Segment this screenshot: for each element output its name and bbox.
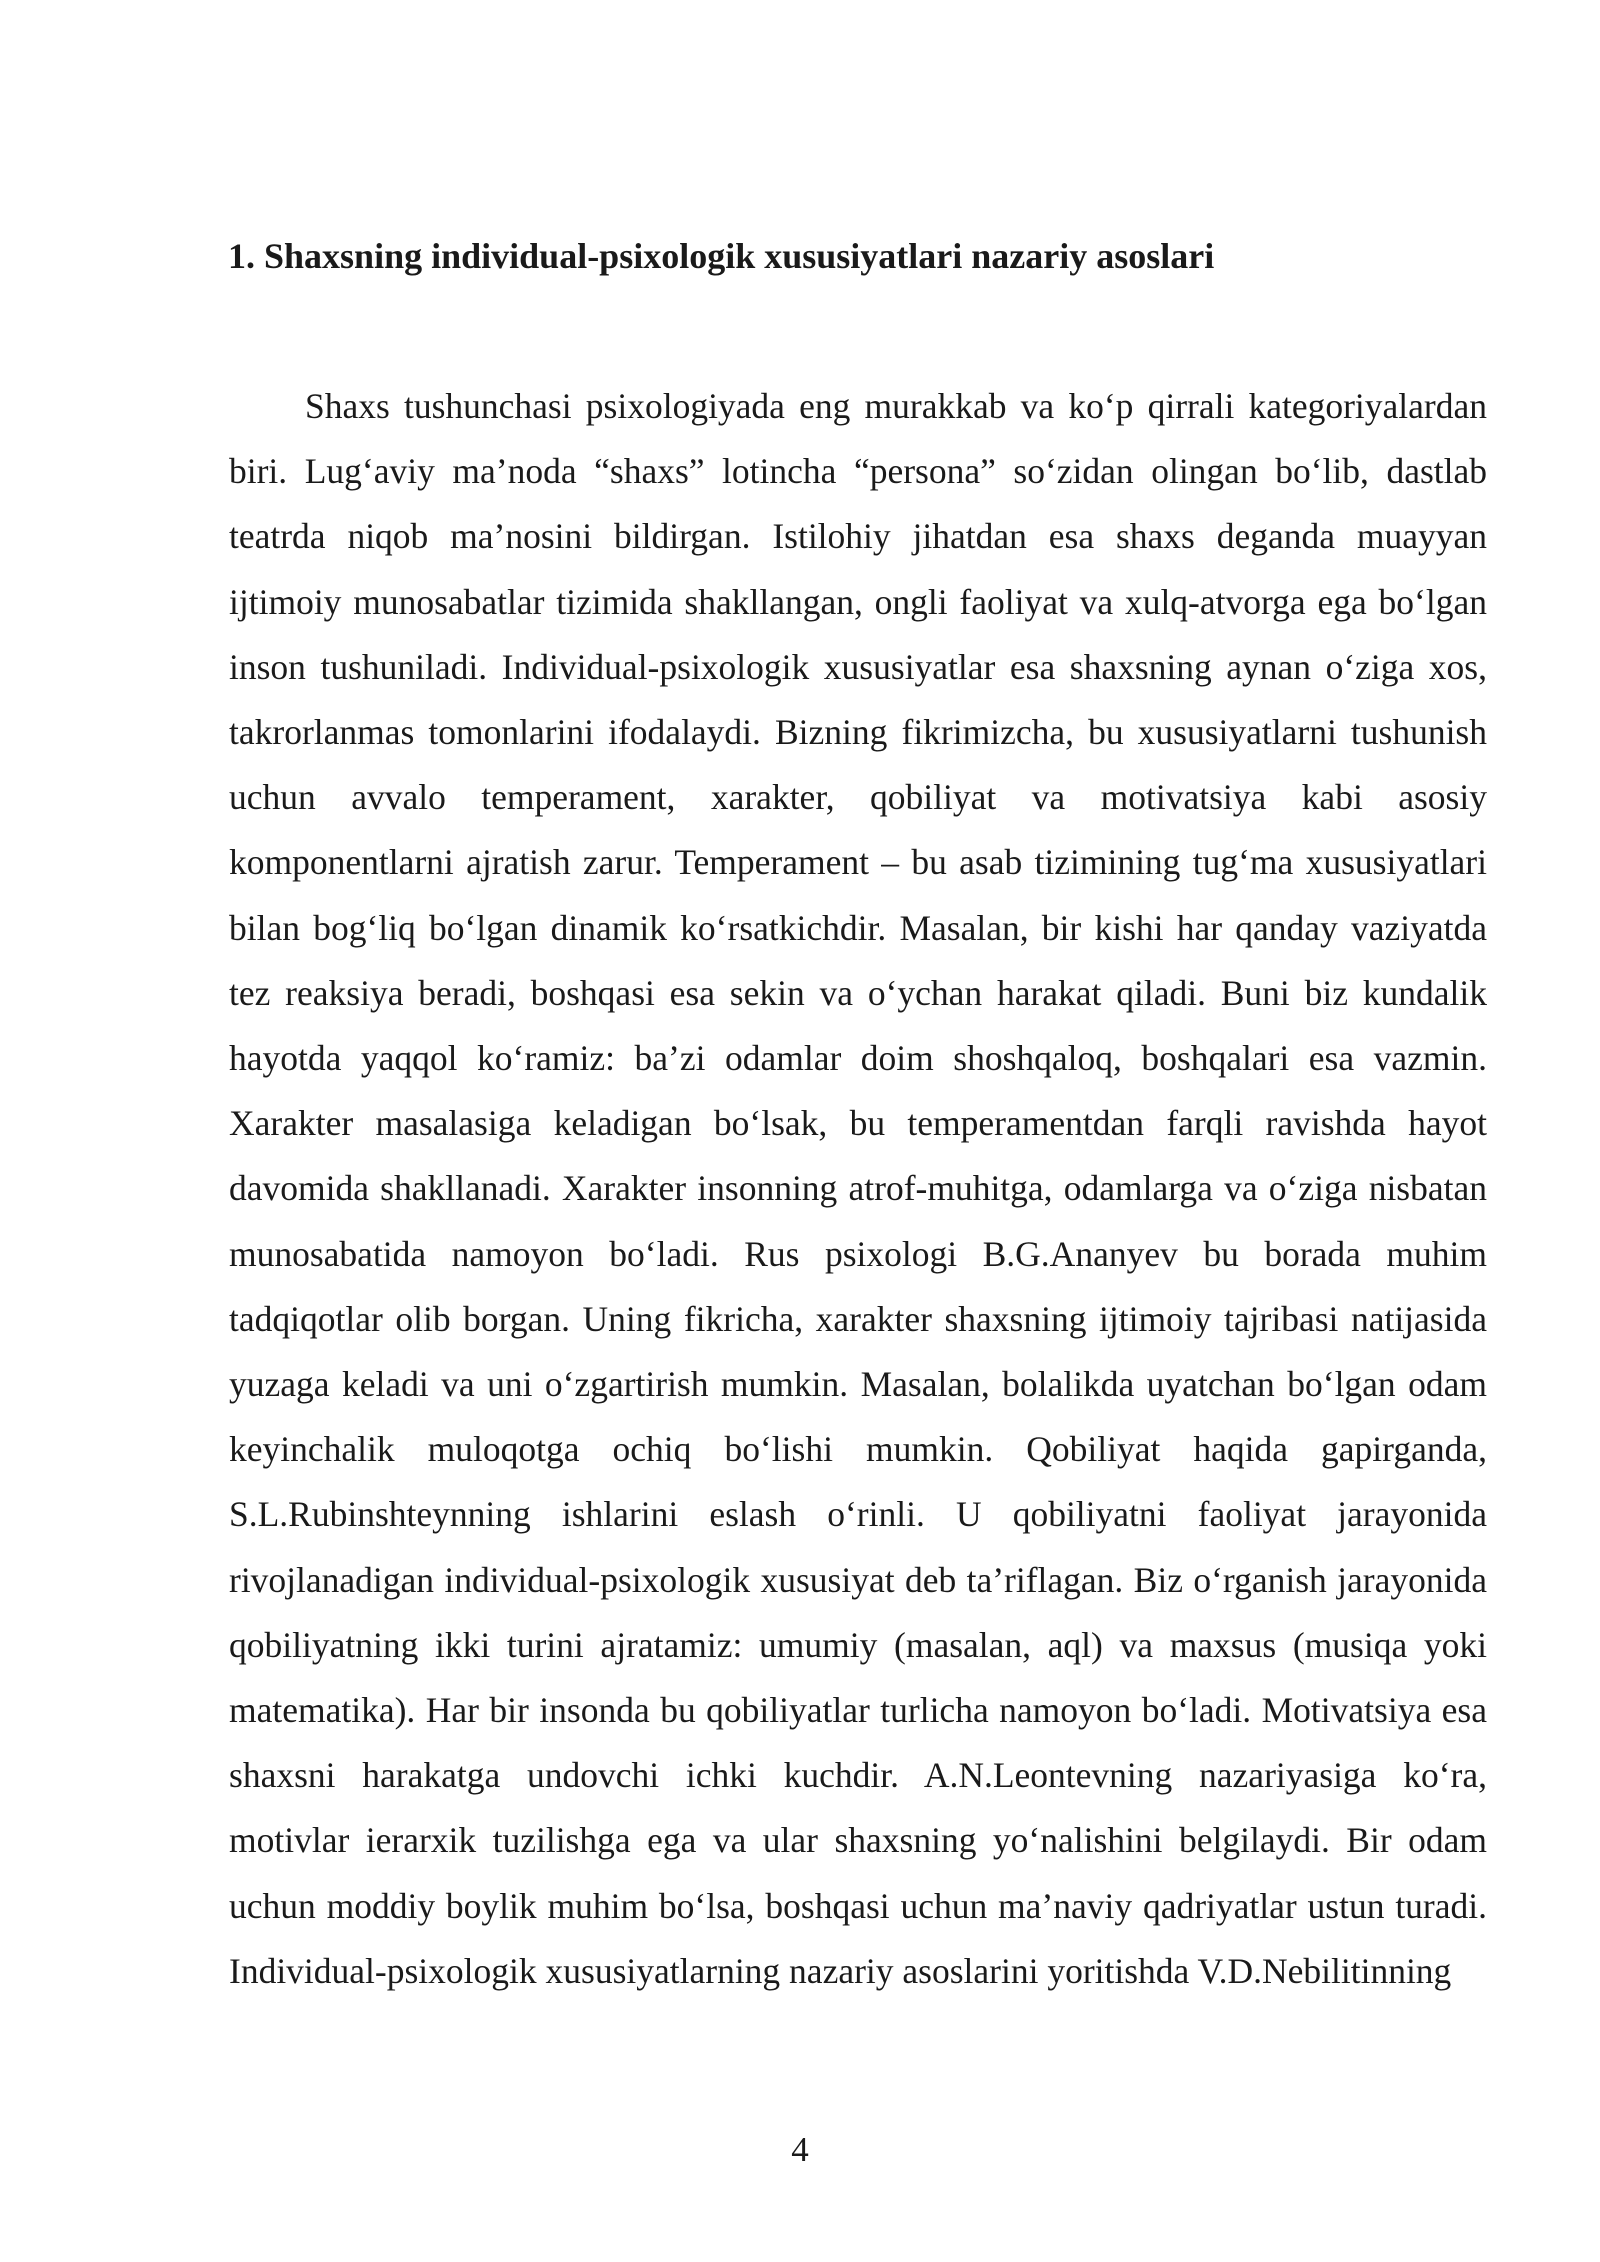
page-number: 4 [791, 2130, 809, 2169]
body-paragraph: Shaxs tushunchasi psixologiyada eng murakkab va ko‘p qirrali kategoriyalardan biri. Lug‘aviy ma’noda “shaxs” lotincha “persona” so‘zidan olingan bo‘lib, dastlab teatrda niqob ma’nosini bildirgan. Istilohiy jihatdan esa shaxs deganda muayyan ijtimoiy munosabatlar tizimida shakllangan, ongli faoliyat va xulq-atvorga ega bo‘lgan inson tushuniladi. Individual-psixologik xususiyatlar esa shaxsning aynan o‘ziga xos, takrorlanmas tomonlarini ifodalaydi. Bizning fikrimizcha, bu xususiyatlarni tushunish uchun avvalo temperament, xarakter, qobiliyat va motivatsiya kabi asosiy komponentlarni ajratish zarur. Temperament – bu asab tizimining tug‘ma xususiyatlari bilan bog‘liq bo‘lgan dinamik ko‘rsatkichdir. Masalan, bir kishi har qanday vaziyatda tez reaksiya beradi, boshqasi esa sekin va o‘ychan harakat qiladi. Buni biz kundalik hayotda yaqqol ko‘ramiz: ba’zi odamlar doim shoshqaloq, boshqalari esa vazmin. Xarakter masalasiga keladigan bo‘lsak, bu temperamentdan farqli ravishda hayot davomida shakllanadi. Xarakter insonning atrof-muhitga, odamlarga va o‘ziga nisbatan munosabatida namoyon bo‘ladi. Rus psixologi B.G.Ananyev bu borada muhim tadqiqotlar olib borgan. Uning fikricha, xarakter shaxsning ijtimoiy tajribasi natijasida yuzaga keladi va uni o‘zgartirish mumkin. Masalan, bolalikda uyatchan bo‘lgan odam keyinchalik muloqotga ochiq bo‘lishi mumkin. Qobiliyat haqida gapirganda, S.L.Rubinshteynning ishlarini eslash o‘rinli. U qobiliyatni faoliyat jarayonida rivojlanadigan individual-psixologik xususiyat deb ta’riflagan. Biz o‘rganish jarayonida qobiliyatning ikki turini ajratamiz: umumiy (masalan, aql) va maxsus (musiqa yoki matematika). Har bir insonda bu qobiliyatlar turlicha namoyon bo‘ladi. Motivatsiya esa shaxsni harakatga undovchi ichki kuchdir. A.N.Leontevning nazariyasiga ko‘ra, motivlar ierarxik tuzilishga ega va ular shaxsning yo‘nalishini belgilaydi. Bir odam uchun moddiy boylik muhim bo‘lsa, boshqasi uchun ma’naviy qadriyatlar ustun turadi. Individual-psixologik xususiyatlarning nazariy asoslarini yoritishda V.D.Nebilitinning [229, 386, 1487, 1991]
section-heading: 1. Shaxsning individual-psixologik xususiyatlari nazariy asoslari [228, 236, 1215, 276]
